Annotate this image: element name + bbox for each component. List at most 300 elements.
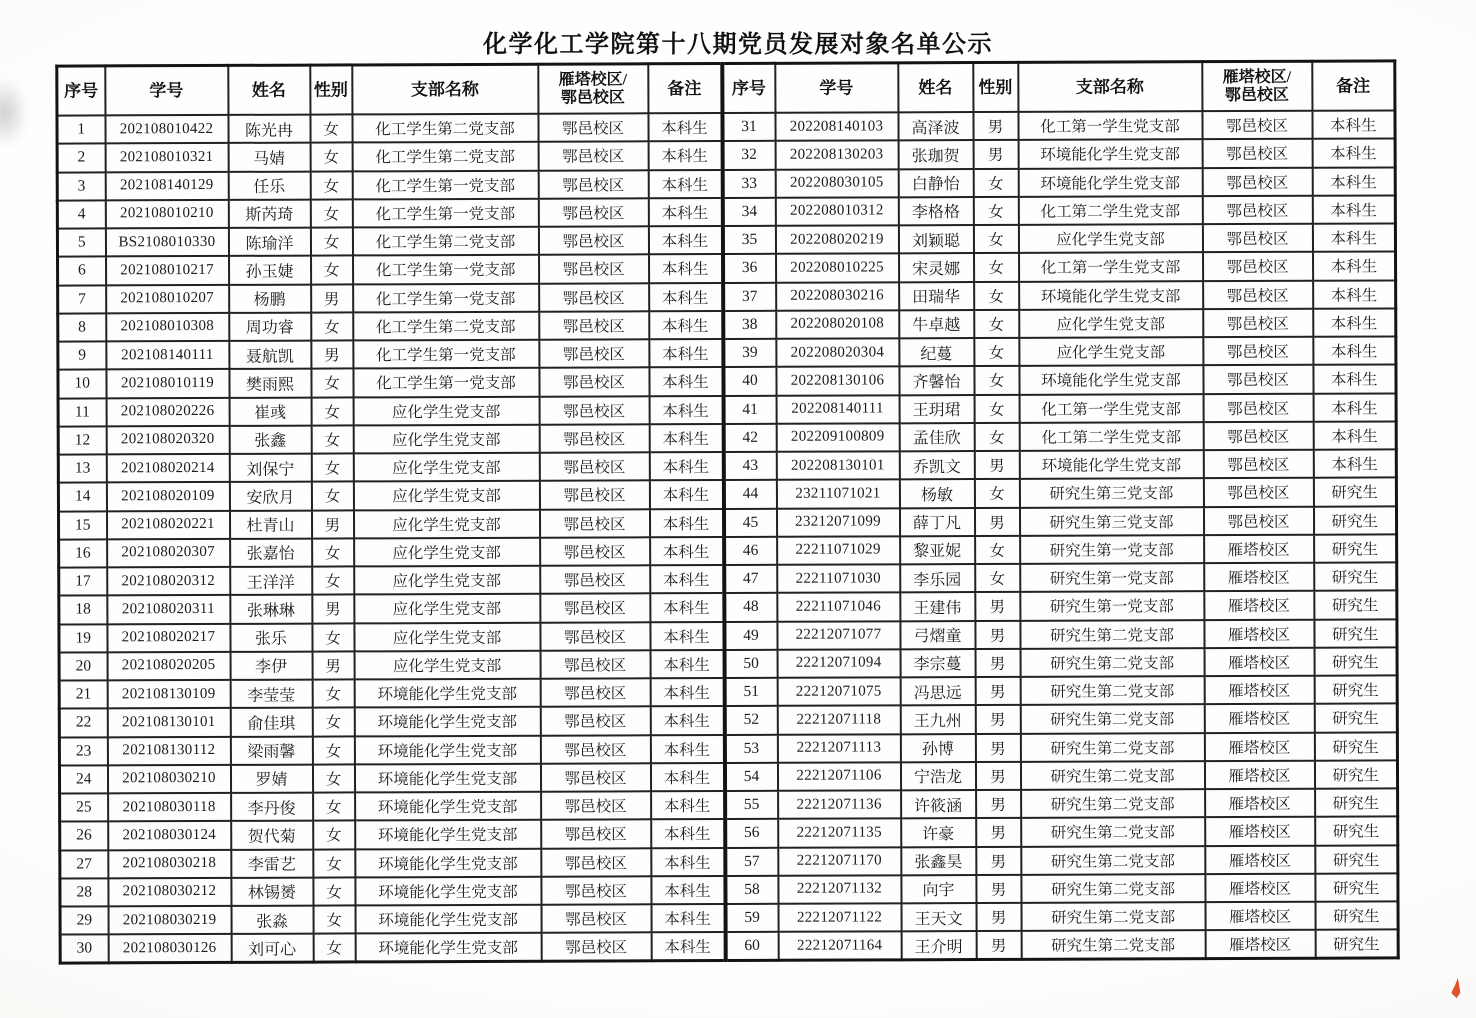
cell-name: 许豪 xyxy=(901,818,976,847)
cell-branch: 应化学生党支部 xyxy=(354,566,540,595)
cell-no: 29 xyxy=(60,906,108,934)
cell-note: 研究生 xyxy=(1314,534,1397,563)
cell-no: 46 xyxy=(724,537,777,565)
cell-no: 41 xyxy=(723,395,776,423)
cell-gender: 女 xyxy=(311,312,353,340)
cell-name: 齐馨怡 xyxy=(899,366,974,395)
cell-no: 28 xyxy=(60,878,108,906)
cell-student-id: 22212071118 xyxy=(777,706,900,735)
cell-branch: 应化学生党支部 xyxy=(353,481,539,510)
col-header-note: 备注 xyxy=(648,64,722,114)
cell-gender: 男 xyxy=(975,705,1020,733)
cell-branch: 化工学生第一党支部 xyxy=(353,340,539,369)
cell-campus: 鄂邑校区 xyxy=(1203,422,1313,451)
cell-campus: 鄂邑校区 xyxy=(541,933,651,962)
cell-name: 田瑞华 xyxy=(899,282,974,311)
roster-table xyxy=(55,59,1399,964)
cell-student-id: 202108010207 xyxy=(106,284,229,313)
cell-no: 20 xyxy=(59,652,107,680)
cell-branch: 化工学生第一党支部 xyxy=(352,198,538,227)
cell-name: 王玥珺 xyxy=(899,395,974,424)
cell-campus: 鄂邑校区 xyxy=(541,820,651,849)
cell-no: 44 xyxy=(723,480,776,508)
cell-campus: 雁塔校区 xyxy=(1204,647,1314,676)
cell-no: 14 xyxy=(58,483,106,511)
cell-student-id: 202108030118 xyxy=(108,793,231,822)
cell-branch: 应化学生党支部 xyxy=(354,594,540,623)
cell-name: 罗婧 xyxy=(230,764,312,793)
cell-name: 安欣月 xyxy=(229,482,311,511)
cell-campus: 雁塔校区 xyxy=(1204,732,1314,761)
cell-student-id: 202208030105 xyxy=(775,169,898,198)
cell-note: 研究生 xyxy=(1315,845,1398,874)
cell-name: 张鑫 xyxy=(229,425,311,454)
cell-branch: 环境能化学生党支部 xyxy=(355,792,541,821)
col-header-campus: 雁塔校区/ 鄂邑校区 xyxy=(1202,61,1312,111)
cell-gender: 女 xyxy=(311,256,353,284)
col-header-student-id: 学号 xyxy=(775,63,898,113)
cell-branch: 应化学生党支部 xyxy=(354,622,540,651)
cell-gender: 男 xyxy=(975,762,1020,790)
cell-campus: 鄂邑校区 xyxy=(1202,111,1312,140)
cell-gender: 女 xyxy=(311,482,353,510)
cell-note: 本科生 xyxy=(1312,139,1395,168)
cell-student-id: 202108020311 xyxy=(107,595,230,624)
cell-gender: 女 xyxy=(975,564,1020,592)
cell-name: 孙博 xyxy=(900,734,975,763)
cell-gender: 男 xyxy=(975,649,1020,677)
cell-name: 杨鹏 xyxy=(229,284,311,313)
cell-name: 任乐 xyxy=(228,171,310,200)
cell-note: 本科生 xyxy=(650,650,724,679)
cell-branch: 环境能化学生党支部 xyxy=(355,820,541,849)
cell-no: 45 xyxy=(723,508,776,536)
cell-note: 本科生 xyxy=(650,537,724,566)
cell-branch: 应化学生党支部 xyxy=(353,453,539,482)
cell-campus: 鄂邑校区 xyxy=(540,622,650,651)
cell-no: 33 xyxy=(722,169,775,197)
cell-student-id: 202208010312 xyxy=(775,197,898,226)
col-header-no: 序号 xyxy=(57,66,105,116)
cell-name: 梁雨馨 xyxy=(230,736,312,765)
cell-branch: 环境能化学生党支部 xyxy=(354,763,540,792)
cell-gender: 男 xyxy=(975,733,1020,761)
table-row xyxy=(60,930,1398,963)
cell-gender: 男 xyxy=(975,620,1020,648)
cell-gender: 女 xyxy=(973,225,1018,253)
cell-campus: 鄂邑校区 xyxy=(538,170,648,199)
cell-no: 58 xyxy=(725,876,778,904)
cell-note: 本科生 xyxy=(651,791,725,820)
cell-student-id: 202208020304 xyxy=(776,338,899,367)
cell-gender: 女 xyxy=(312,623,354,651)
cell-note: 本科生 xyxy=(649,367,723,396)
cell-student-id: 22212071075 xyxy=(777,677,900,706)
cell-branch: 环境能化学生党支部 xyxy=(354,707,540,736)
cell-no: 47 xyxy=(724,565,777,593)
cell-campus: 鄂邑校区 xyxy=(541,876,651,905)
cell-no: 10 xyxy=(58,370,106,398)
cell-branch: 研究生第一党支部 xyxy=(1020,591,1204,620)
cell-branch: 研究生第一党支部 xyxy=(1020,535,1204,564)
cell-student-id: 202208130203 xyxy=(775,141,898,170)
cell-note: 研究生 xyxy=(1315,873,1398,902)
cell-name: 许筱涵 xyxy=(901,790,976,819)
cell-name: 李宗蔓 xyxy=(900,649,975,678)
cell-branch: 应化学生党支部 xyxy=(353,509,539,538)
cell-no: 55 xyxy=(725,791,778,819)
cell-name: 李伊 xyxy=(230,651,312,680)
col-header-name: 姓名 xyxy=(228,65,310,115)
cell-campus: 鄂邑校区 xyxy=(539,396,649,425)
cell-name: 李莹莹 xyxy=(230,680,312,709)
cell-gender: 女 xyxy=(313,905,355,933)
cell-campus: 鄂邑校区 xyxy=(538,226,648,255)
cell-branch: 研究生第二党支部 xyxy=(1021,817,1205,846)
cell-campus: 鄂邑校区 xyxy=(540,678,650,707)
cell-no: 53 xyxy=(724,734,777,762)
cell-note: 研究生 xyxy=(1314,619,1397,648)
header-row xyxy=(57,61,1395,116)
cell-note: 研究生 xyxy=(1314,591,1397,620)
cell-gender: 女 xyxy=(310,114,352,142)
cell-note: 本科生 xyxy=(649,396,723,425)
cell-no: 22 xyxy=(59,709,107,737)
cell-no: 42 xyxy=(723,424,776,452)
cell-campus: 雁塔校区 xyxy=(1204,760,1314,789)
cell-name: 张琳琳 xyxy=(230,595,312,624)
cell-gender: 男 xyxy=(312,651,354,679)
cell-note: 本科生 xyxy=(651,904,725,933)
cell-name: 宁浩龙 xyxy=(900,762,975,791)
cell-branch: 化工学生第二党支部 xyxy=(353,311,539,340)
cell-name: 樊雨熙 xyxy=(229,369,311,398)
cell-branch: 研究生第二党支部 xyxy=(1020,676,1204,705)
cell-no: 6 xyxy=(58,257,106,285)
cell-note: 研究生 xyxy=(1314,675,1397,704)
cell-name: 王九州 xyxy=(900,705,975,734)
cell-note: 研究生 xyxy=(1314,760,1397,789)
cell-branch: 研究生第一党支部 xyxy=(1020,563,1204,592)
cell-student-id: 202108140111 xyxy=(106,341,229,370)
cell-branch: 环境能化学生党支部 xyxy=(355,933,541,962)
cell-note: 本科生 xyxy=(1313,252,1396,281)
cell-gender: 女 xyxy=(310,227,352,255)
cell-campus: 鄂邑校区 xyxy=(541,848,651,877)
cell-note: 研究生 xyxy=(1313,506,1396,535)
cell-campus: 雁塔校区 xyxy=(1204,591,1314,620)
cell-note: 本科生 xyxy=(650,622,724,651)
cell-student-id: 202108010321 xyxy=(105,143,228,172)
cell-branch: 环境能化学生党支部 xyxy=(1018,168,1202,197)
cell-no: 3 xyxy=(57,172,105,200)
cell-gender: 女 xyxy=(311,425,353,453)
cell-student-id: 202208130106 xyxy=(776,367,899,396)
cell-name: 林锡赟 xyxy=(231,877,313,906)
cell-branch: 研究生第二党支部 xyxy=(1020,733,1204,762)
cell-note: 本科生 xyxy=(649,509,723,538)
cell-campus: 鄂邑校区 xyxy=(540,735,650,764)
cell-branch: 化工学生第一党支部 xyxy=(353,255,539,284)
cell-gender: 男 xyxy=(976,790,1021,818)
cell-note: 本科生 xyxy=(648,141,722,170)
cell-student-id: 23212071099 xyxy=(776,508,899,537)
cell-gender: 男 xyxy=(311,340,353,368)
cell-campus: 雁塔校区 xyxy=(1204,563,1314,592)
cell-note: 本科生 xyxy=(651,848,725,877)
cell-student-id: 202208010225 xyxy=(776,254,899,283)
cell-campus: 鄂邑校区 xyxy=(538,113,648,142)
cell-note: 本科生 xyxy=(649,339,723,368)
cell-note: 本科生 xyxy=(648,170,722,199)
cell-branch: 环境能化学生党支部 xyxy=(355,876,541,905)
cell-no: 13 xyxy=(58,454,106,482)
cell-campus: 鄂邑校区 xyxy=(1203,450,1313,479)
cell-no: 15 xyxy=(58,511,106,539)
cell-campus: 鄂邑校区 xyxy=(1203,337,1313,366)
cell-campus: 鄂邑校区 xyxy=(540,594,650,623)
cell-branch: 环境能化学生党支部 xyxy=(1019,450,1203,479)
cell-student-id: 22212071170 xyxy=(778,847,901,876)
cell-branch: 研究生第二党支部 xyxy=(1020,648,1204,677)
cell-gender: 男 xyxy=(311,284,353,312)
cell-gender: 女 xyxy=(313,821,355,849)
cell-no: 38 xyxy=(723,311,776,339)
cell-note: 本科生 xyxy=(649,311,723,340)
cell-campus: 鄂邑校区 xyxy=(1203,478,1313,507)
cell-campus: 鄂邑校区 xyxy=(1203,365,1313,394)
cell-no: 5 xyxy=(57,228,105,256)
cell-student-id: 202108030126 xyxy=(108,934,231,963)
cell-name: 纪蔓 xyxy=(899,338,974,367)
cell-branch: 研究生第二党支部 xyxy=(1020,704,1204,733)
cell-no: 36 xyxy=(723,254,776,282)
cell-note: 本科生 xyxy=(1313,421,1396,450)
cell-note: 本科生 xyxy=(648,226,722,255)
cell-gender: 男 xyxy=(973,112,1018,140)
cell-student-id: 22212071113 xyxy=(777,734,900,763)
cell-campus: 雁塔校区 xyxy=(1205,817,1315,846)
cell-gender: 男 xyxy=(973,140,1018,168)
cell-student-id: 202108020226 xyxy=(106,397,229,426)
cell-student-id: 202108020312 xyxy=(107,567,230,596)
cell-student-id: 202108030218 xyxy=(108,849,231,878)
cell-student-id: 202208020219 xyxy=(775,225,898,254)
cell-student-id: 202108020205 xyxy=(107,652,230,681)
cell-gender: 女 xyxy=(974,281,1019,309)
cell-note: 研究生 xyxy=(1313,478,1396,507)
cell-note: 本科生 xyxy=(650,565,724,594)
cell-student-id: 22211071029 xyxy=(777,536,900,565)
cell-campus: 雁塔校区 xyxy=(1204,534,1314,563)
cell-student-id: 202108020307 xyxy=(107,539,230,568)
cell-student-id: 202108020214 xyxy=(106,454,229,483)
cell-no: 51 xyxy=(724,678,777,706)
cell-gender: 女 xyxy=(975,536,1020,564)
cell-campus: 鄂邑校区 xyxy=(539,311,649,340)
cell-campus: 鄂邑校区 xyxy=(1203,252,1313,281)
cell-note: 本科生 xyxy=(649,480,723,509)
cell-campus: 鄂邑校区 xyxy=(1202,167,1312,196)
cell-student-id: 22212071132 xyxy=(778,875,901,904)
cell-gender: 女 xyxy=(312,566,354,594)
cell-note: 本科生 xyxy=(1313,449,1396,478)
cell-note: 本科生 xyxy=(649,424,723,453)
cell-gender: 女 xyxy=(312,736,354,764)
cell-student-id: 202108010217 xyxy=(106,256,229,285)
cell-note: 本科生 xyxy=(650,763,724,792)
cell-note: 本科生 xyxy=(650,735,724,764)
cell-campus: 雁塔校区 xyxy=(1205,902,1315,931)
cell-gender: 女 xyxy=(312,679,354,707)
cell-branch: 研究生第三党支部 xyxy=(1019,478,1203,507)
cell-branch: 化工学生第二党支部 xyxy=(352,227,538,256)
cell-gender: 女 xyxy=(312,764,354,792)
cell-campus: 雁塔校区 xyxy=(1204,704,1314,733)
cell-branch: 环境能化学生党支部 xyxy=(1019,281,1203,310)
cell-note: 本科生 xyxy=(649,452,723,481)
cell-student-id: 202108030219 xyxy=(108,906,231,935)
cell-student-id: 202108030210 xyxy=(107,765,230,794)
cell-campus: 鄂邑校区 xyxy=(1202,139,1312,168)
cell-name: 薛丁凡 xyxy=(899,508,974,537)
cell-student-id: 202209100809 xyxy=(776,423,899,452)
cell-branch: 研究生第二党支部 xyxy=(1020,620,1204,649)
cell-name: 李格格 xyxy=(898,197,973,226)
cell-gender: 女 xyxy=(313,877,355,905)
cell-note: 研究生 xyxy=(1315,788,1398,817)
cell-name: 周功睿 xyxy=(229,312,311,341)
cell-name: 张鑫昊 xyxy=(901,847,976,876)
cell-student-id: 202108130109 xyxy=(107,680,230,709)
cell-no: 24 xyxy=(59,765,107,793)
cell-gender: 女 xyxy=(974,423,1019,451)
cell-gender: 男 xyxy=(976,875,1021,903)
cell-branch: 应化学生党支部 xyxy=(354,537,540,566)
cell-campus: 鄂邑校区 xyxy=(539,509,649,538)
cell-no: 23 xyxy=(59,737,107,765)
cell-no: 56 xyxy=(725,819,778,847)
cell-branch: 化工学生第一党支部 xyxy=(352,170,538,199)
cell-campus: 雁塔校区 xyxy=(1205,845,1315,874)
cell-student-id: 23211071021 xyxy=(776,480,899,509)
cell-campus: 鄂邑校区 xyxy=(1203,309,1313,338)
cell-no: 19 xyxy=(59,624,107,652)
cell-campus: 鄂邑校区 xyxy=(539,339,649,368)
cell-gender: 男 xyxy=(976,818,1021,846)
cell-branch: 应化学生党支部 xyxy=(354,650,540,679)
cell-name: 宋灵娜 xyxy=(899,253,974,282)
col-header-branch: 支部名称 xyxy=(352,64,538,114)
cell-note: 本科生 xyxy=(648,198,722,227)
cell-campus: 鄂邑校区 xyxy=(540,537,650,566)
cell-gender: 女 xyxy=(974,366,1019,394)
cell-note: 本科生 xyxy=(649,254,723,283)
cell-no: 8 xyxy=(58,313,106,341)
cell-student-id: 202108130112 xyxy=(107,736,230,765)
cell-note: 本科生 xyxy=(1312,223,1395,252)
cell-name: 马婧 xyxy=(228,143,310,172)
cell-gender: 女 xyxy=(311,369,353,397)
cell-student-id: 202108010422 xyxy=(105,115,228,144)
cell-student-id: 22211071030 xyxy=(777,564,900,593)
cell-note: 本科生 xyxy=(650,678,724,707)
cell-name: 王介明 xyxy=(901,931,976,960)
cell-campus: 鄂邑校区 xyxy=(538,198,648,227)
cell-gender: 男 xyxy=(976,903,1021,931)
cell-campus: 鄂邑校区 xyxy=(1203,280,1313,309)
cell-name: 崔彧 xyxy=(229,397,311,426)
cell-branch: 应化学生党支部 xyxy=(1018,224,1202,253)
cell-note: 本科生 xyxy=(651,819,725,848)
cell-note: 本科生 xyxy=(1313,336,1396,365)
cell-note: 研究生 xyxy=(1315,930,1398,959)
cell-gender: 男 xyxy=(975,677,1020,705)
cell-no: 21 xyxy=(59,680,107,708)
cell-no: 16 xyxy=(59,539,107,567)
cell-no: 27 xyxy=(60,850,108,878)
cell-gender: 男 xyxy=(974,507,1019,535)
col-header-campus: 雁塔校区/ 鄂邑校区 xyxy=(538,64,648,114)
cell-name: 陈光冉 xyxy=(228,115,310,144)
cell-branch: 环境能化学生党支部 xyxy=(355,848,541,877)
cell-no: 31 xyxy=(722,113,775,141)
cell-name: 贺代菊 xyxy=(231,821,313,850)
cell-student-id: 202108010210 xyxy=(105,200,228,229)
cell-branch: 环境能化学生党支部 xyxy=(354,679,540,708)
cell-no: 37 xyxy=(723,282,776,310)
cell-campus: 鄂邑校区 xyxy=(539,283,649,312)
cell-student-id: 202108010119 xyxy=(106,369,229,398)
cell-gender: 女 xyxy=(973,197,1018,225)
cell-no: 18 xyxy=(59,596,107,624)
cell-note: 本科生 xyxy=(1312,110,1395,139)
cell-branch: 研究生第二党支部 xyxy=(1020,761,1204,790)
cell-no: 30 xyxy=(60,935,108,963)
cell-branch: 化工学生第二党支部 xyxy=(352,114,538,143)
cell-note: 研究生 xyxy=(1315,817,1398,846)
cell-campus: 鄂邑校区 xyxy=(1203,393,1313,422)
cell-branch: 应化学生党支部 xyxy=(1019,337,1203,366)
cell-branch: 环境能化学生党支部 xyxy=(354,735,540,764)
cell-name: 向宇 xyxy=(901,875,976,904)
cell-branch: 环境能化学生党支部 xyxy=(1018,139,1202,168)
cell-no: 59 xyxy=(725,904,778,932)
page-title: 化学化工学院第十八期党员发展对象名单公示 xyxy=(483,32,993,58)
cell-gender: 女 xyxy=(313,934,355,962)
cell-no: 43 xyxy=(723,452,776,480)
cell-note: 本科生 xyxy=(1312,195,1395,224)
table-body xyxy=(57,110,1398,963)
cell-student-id: 202108020217 xyxy=(107,623,230,652)
cell-name: 弓熠童 xyxy=(900,621,975,650)
cell-gender: 男 xyxy=(311,510,353,538)
cell-campus: 雁塔校区 xyxy=(1205,930,1315,959)
cell-no: 12 xyxy=(58,426,106,454)
cell-note: 本科生 xyxy=(651,932,725,961)
cell-note: 本科生 xyxy=(651,876,725,905)
cell-gender: 女 xyxy=(313,849,355,877)
cell-name: 斯芮琦 xyxy=(228,199,310,228)
cell-student-id: 22212071122 xyxy=(778,903,901,932)
cell-gender: 女 xyxy=(974,310,1019,338)
cell-name: 白静怡 xyxy=(898,169,973,198)
cell-note: 本科生 xyxy=(648,113,722,142)
cell-name: 刘保宁 xyxy=(229,454,311,483)
cell-student-id: 202108130101 xyxy=(107,708,230,737)
cell-campus: 鄂邑校区 xyxy=(540,707,650,736)
cell-campus: 鄂邑校区 xyxy=(538,142,648,171)
